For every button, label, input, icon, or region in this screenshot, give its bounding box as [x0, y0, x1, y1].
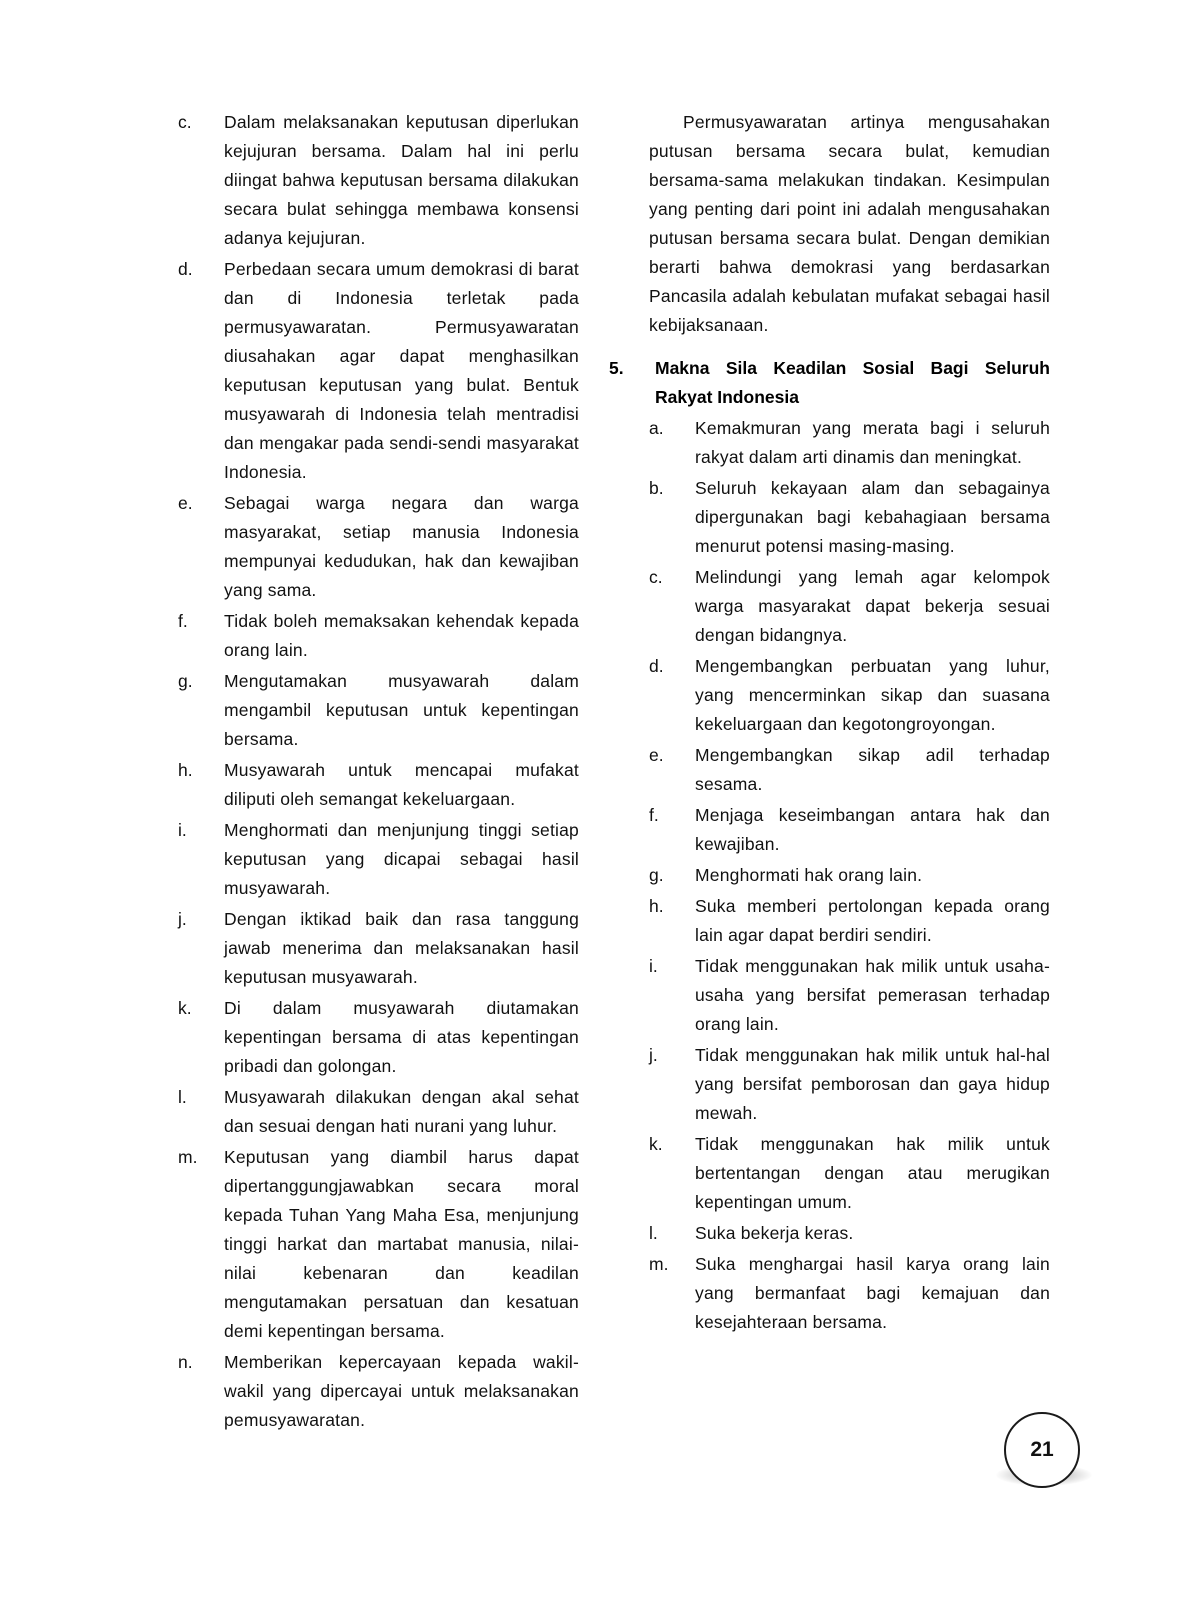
section-title: Makna Sila Keadilan Sosial Bagi Seluruh Rakyat Indonesia — [655, 358, 1050, 407]
list-item-text: Tidak boleh memaksakan kehendak kepada orang lain. — [224, 611, 579, 660]
list-item-text: Tidak menggunakan hak milik untuk bertentangan dengan atau merugikan kepentingan umum. — [695, 1134, 1050, 1212]
list-item-text: Menghormati hak orang lain. — [695, 865, 923, 885]
list-marker: m. — [178, 1147, 198, 1167]
two-column-body — [178, 108, 1050, 1437]
list-item-text: Di dalam musyawarah diutamakan kepentingan bersama di atas kepentingan pribadi dan golongan. — [224, 998, 579, 1076]
list-item — [178, 108, 579, 253]
list-item-text: Dalam melaksanakan keputusan diperlukan kejujuran bersama. Dalam hal ini perlu diingat bahwa keputusan bersama dilakukan secara bulat sehingga membawa konsensi adanya kejujuran. — [224, 112, 579, 248]
list-marker: f. — [649, 805, 659, 825]
list-item-text: Tidak menggunakan hak milik untuk hal-hal yang bersifat pemborosan dan gaya hidup mewah. — [695, 1045, 1050, 1123]
list-marker: l. — [649, 1223, 658, 1243]
list-item — [178, 1348, 579, 1435]
left-column — [178, 108, 579, 1437]
list-item-text: Tidak menggunakan hak milik untuk usaha-usaha yang bersifat pemerasan terhadap orang lain. — [695, 956, 1050, 1034]
list-item-text: Kemakmuran yang merata bagi i seluruh rakyat dalam arti dinamis dan meningkat. — [695, 418, 1050, 467]
list-marker: k. — [178, 998, 192, 1018]
list-item — [649, 952, 1050, 1039]
list-marker: m. — [649, 1254, 669, 1274]
list-item-text: Dengan iktikad baik dan rasa tanggung jawab menerima dan melaksanakan hasil keputusan musyawarah. — [224, 909, 579, 987]
list-marker: e. — [649, 745, 664, 765]
list-marker: j. — [649, 1045, 658, 1065]
list-marker: l. — [178, 1087, 187, 1107]
list-item — [649, 414, 1050, 472]
list-marker: h. — [178, 760, 193, 780]
list-marker: a. — [649, 418, 664, 438]
list-item-text: Keputusan yang diambil harus dapat dipertanggungjawabkan secara moral kepada Tuhan Yang Maha Esa, menjunjung tinggi harkat dan martabat manusia, nilai-nilai kebenaran dan keadilan mengutamakan persatuan dan kesatuan demi kepentingan bersama. — [224, 1147, 579, 1341]
list-item-text: Mengembangkan perbuatan yang luhur, yang mencerminkan sikap dan suasana kekeluargaan dan kegotongroyongan. — [695, 656, 1050, 734]
list-item — [649, 1130, 1050, 1217]
list-marker: j. — [178, 909, 187, 929]
list-item — [178, 1083, 579, 1141]
list-item — [649, 861, 1050, 890]
list-marker: c. — [649, 567, 663, 587]
list-item — [178, 1143, 579, 1346]
list-marker: c. — [178, 112, 192, 132]
list-item-text: Suka memberi pertolongan kepada orang lain agar dapat berdiri sendiri. — [695, 896, 1050, 945]
list-marker: e. — [178, 493, 193, 513]
list-marker: f. — [178, 611, 188, 631]
list-item-text: Seluruh kekayaan alam dan sebagainya dipergunakan bagi kebahagiaan bersama menurut potensi masing-masing. — [695, 478, 1050, 556]
list-marker: g. — [178, 671, 193, 691]
intro-paragraph: Permusyawaratan artinya mengusahakan putusan bersama secara bulat, kemudian bersama-sama melakukan tindakan. Kesimpulan yang penting dari point ini adalah mengusahakan putusan bersama secara bulat. Dengan demikian berarti bahwa demokrasi yang berdasarkan Pancasila adalah kebulatan mufakat sebagai hasil kebijaksanaan. — [649, 112, 1050, 335]
list-item — [649, 652, 1050, 739]
list-item-text: Musyawarah untuk mencapai mufakat diliputi oleh semangat kekeluargaan. — [224, 760, 579, 809]
list-item — [649, 474, 1050, 561]
list-item — [649, 1250, 1050, 1337]
list-marker: n. — [178, 1352, 193, 1372]
page-number-value: 21 — [1004, 1412, 1080, 1488]
list-item — [649, 741, 1050, 799]
list-item — [649, 563, 1050, 650]
list-item — [178, 994, 579, 1081]
list-marker: i. — [178, 820, 187, 840]
list-item — [649, 1041, 1050, 1128]
list-item — [178, 255, 579, 487]
list-item-text: Musyawarah dilakukan dengan akal sehat dan sesuai dengan hati nurani yang luhur. — [224, 1087, 579, 1136]
list-item — [178, 607, 579, 665]
list-marker: k. — [649, 1134, 663, 1154]
section-number: 5. — [609, 358, 624, 378]
list-item-text: Suka bekerja keras. — [695, 1223, 854, 1243]
list-item-text: Mengutamakan musyawarah dalam mengambil keputusan untuk kepentingan bersama. — [224, 671, 579, 749]
page-number — [1004, 1412, 1082, 1490]
list-item-text: Menghormati dan menjunjung tinggi setiap keputusan yang dicapai sebagai hasil musyawarah. — [224, 820, 579, 898]
list-item — [178, 667, 579, 754]
list-marker: d. — [178, 259, 193, 279]
list-item — [178, 816, 579, 903]
list-marker: h. — [649, 896, 664, 916]
list-marker: g. — [649, 865, 664, 885]
list-marker: i. — [649, 956, 658, 976]
list-item — [649, 1219, 1050, 1248]
list-item — [178, 756, 579, 814]
list-item-text: Suka menghargai hasil karya orang lain yang bermanfaat bagi kemajuan dan kesejahteraan bersama. — [695, 1254, 1050, 1332]
list-item — [178, 489, 579, 605]
list-marker: d. — [649, 656, 664, 676]
list-item — [649, 801, 1050, 859]
list-item-text: Mengembangkan sikap adil terhadap sesama. — [695, 745, 1050, 794]
list-item-text: Sebagai warga negara dan warga masyarakat, setiap manusia Indonesia mempunyai kedudukan, hak dan kewajiban yang sama. — [224, 493, 579, 600]
list-item-text: Perbedaan secara umum demokrasi di barat dan di Indonesia terletak pada permusyawaratan. Permusyawaratan diusahakan agar dapat menghasilkan keputusan keputusan yang bulat. Bentuk musyawarah di Indonesia telah mentradisi dan mengakar pada sendi-sendi masyarakat Indonesia. — [224, 259, 579, 482]
list-item — [649, 892, 1050, 950]
right-column — [609, 108, 1050, 1437]
section-heading — [609, 354, 1050, 412]
section-list — [649, 414, 1050, 1337]
list-marker: b. — [649, 478, 664, 498]
list-item-text: Melindungi yang lemah agar kelompok warga masyarakat dapat bekerja sesuai dengan bidangnya. — [695, 567, 1050, 645]
list-item — [178, 905, 579, 992]
list-item-text: Menjaga keseimbangan antara hak dan kewajiban. — [695, 805, 1050, 854]
list-item-text: Memberikan kepercayaan kepada wakil-wakil yang dipercayai untuk melaksanakan pemusyawaratan. — [224, 1352, 579, 1430]
